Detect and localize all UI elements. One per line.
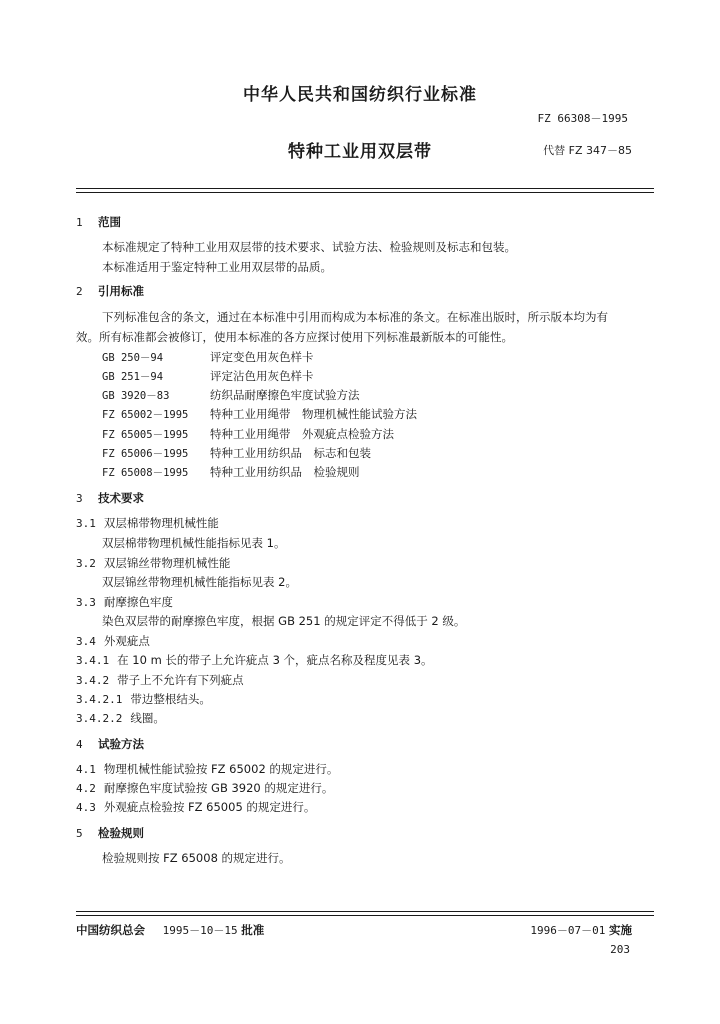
- clause-3-4-1: [76, 653, 433, 668]
- reference-code: FZ 65006－1995: [102, 448, 189, 460]
- section-1-paragraph: 本标准适用于鉴定特种工业用双层带的品质。: [102, 260, 332, 274]
- clause-title: 双层棉带物理机械性能: [103, 516, 219, 530]
- section-5-heading: [76, 826, 144, 841]
- clause-title: 外观疵点: [103, 634, 150, 648]
- clause-4-3: [76, 800, 315, 815]
- reference-code: FZ 65005－1995: [102, 429, 189, 441]
- clause-number: 4.1: [76, 763, 96, 776]
- section-1-heading: [76, 215, 121, 230]
- clause-text: 在 10 m 长的带子上允许疵点 3 个，疵点名称及程度见表 3。: [117, 653, 433, 667]
- clause-number: 3.4.2.1: [76, 693, 123, 706]
- section-3-heading: [76, 491, 144, 506]
- header-rule-thick: [76, 188, 654, 189]
- clause-3-2-heading: [76, 556, 230, 571]
- section-1-paragraph: 本标准规定了特种工业用双层带的技术要求、试验方法、检验规则及标志和包装。: [102, 240, 516, 254]
- clause-3-1-text: 双层棉带物理机械性能指标见表 1。: [102, 536, 286, 550]
- reference-standard-row: [102, 427, 394, 442]
- clause-title: 耐摩擦色牢度: [103, 595, 173, 609]
- clause-number: 4.2: [76, 782, 96, 795]
- reference-title: 特种工业用绳带 外观疵点检验方法: [210, 427, 394, 441]
- clause-4-1: [76, 762, 338, 777]
- reference-code: GB 251－94: [102, 371, 164, 383]
- reference-code: FZ 65002－1995: [102, 409, 189, 421]
- clause-number: 4.3: [76, 801, 96, 814]
- reference-title: 评定沾色用灰色样卡: [210, 369, 314, 383]
- clause-text: 外观疵点检验按 FZ 65005 的规定进行。: [103, 800, 316, 814]
- clause-number: 3.4.1: [76, 654, 110, 667]
- header-rule-thin: [76, 192, 654, 193]
- section-2-paragraph: 效。所有标准都会被修订，使用本标准的各方应探讨使用下列标准最新版本的可能性。: [76, 330, 513, 344]
- section-title: 技术要求: [98, 491, 144, 505]
- clause-text: 带边整根结头。: [130, 692, 211, 706]
- section-number: 4: [76, 738, 83, 751]
- section-number: 3: [76, 492, 83, 505]
- clause-number: 3.4.2: [76, 674, 110, 687]
- section-2-heading: [76, 284, 144, 299]
- section-title: 引用标准: [98, 284, 144, 298]
- effective-label: 实施: [609, 923, 632, 937]
- approval-line: [76, 922, 264, 938]
- clause-3-4-heading: [76, 634, 150, 649]
- replaces-note: 代替 FZ 347－85: [543, 144, 632, 157]
- reference-standard-row: [102, 369, 314, 384]
- clause-3-1-heading: [76, 516, 219, 531]
- clause-text: 线圈。: [130, 711, 165, 725]
- clause-3-3-text: 染色双层带的耐摩擦色牢度，根据 GB 251 的规定评定不得低于 2 级。: [102, 614, 466, 628]
- clause-number: 3.2: [76, 557, 96, 570]
- section-2-paragraph: 下列标准包含的条文，通过在本标准中引用而构成为本标准的条文。在标准出版时，所示版本均为有: [102, 310, 608, 324]
- clause-number: 3.1: [76, 517, 96, 530]
- clause-3-4-2-2: [76, 711, 165, 726]
- section-title: 范围: [98, 215, 121, 229]
- page-number: 203: [610, 943, 630, 956]
- issuer: 中国纺织总会: [76, 923, 145, 937]
- reference-title: 纺织品耐摩擦色牢度试验方法: [210, 388, 360, 402]
- reference-standard-row: [102, 446, 371, 461]
- standard-title: 中华人民共和国纺织行业标准: [243, 85, 477, 105]
- reference-code: FZ 65008－1995: [102, 467, 189, 479]
- reference-title: 特种工业用绳带 物理机械性能试验方法: [210, 407, 417, 421]
- clause-text: 物理机械性能试验按 FZ 65002 的规定进行。: [103, 762, 339, 776]
- clause-4-2: [76, 781, 333, 796]
- approved-label: 批准: [241, 923, 265, 937]
- reference-standard-row: [102, 350, 314, 365]
- reference-standard-row: [102, 407, 417, 422]
- section-title: 检验规则: [98, 826, 144, 840]
- section-number: 5: [76, 827, 83, 840]
- clause-3-2-text: 双层锦丝带物理机械性能指标见表 2。: [102, 575, 297, 589]
- section-number: 2: [76, 285, 83, 298]
- reference-code: GB 250－94: [102, 352, 164, 364]
- clause-number: 3.3: [76, 596, 96, 609]
- section-4-heading: [76, 737, 144, 752]
- effective-line: [530, 922, 632, 938]
- reference-title: 评定变色用灰色样卡: [210, 350, 314, 364]
- section-number: 1: [76, 216, 83, 229]
- clause-number: 3.4.2.2: [76, 712, 123, 725]
- clause-number: 3.4: [76, 635, 96, 648]
- document-title: 特种工业用双层带: [288, 142, 432, 162]
- reference-standard-row: [102, 388, 360, 403]
- reference-code: GB 3920－83: [102, 390, 170, 402]
- clause-text: 带子上不允许有下列疵点: [117, 673, 244, 687]
- footer-rule-thick: [76, 911, 654, 912]
- approved-date: 1995－10－15: [162, 924, 238, 937]
- section-title: 试验方法: [98, 737, 144, 751]
- reference-standard-row: [102, 465, 360, 480]
- clause-3-3-heading: [76, 595, 173, 610]
- section-5-text: 检验规则按 FZ 65008 的规定进行。: [102, 851, 291, 865]
- clause-3-4-2: [76, 673, 244, 688]
- footer-rule-thin: [76, 915, 654, 916]
- clause-3-4-2-1: [76, 692, 211, 707]
- clause-text: 耐摩擦色牢度试验按 GB 3920 的规定进行。: [103, 781, 334, 795]
- standard-code: FZ 66308－1995: [537, 112, 628, 125]
- reference-title: 特种工业用纺织品 检验规则: [210, 465, 360, 479]
- clause-title: 双层锦丝带物理机械性能: [103, 556, 231, 570]
- reference-title: 特种工业用纺织品 标志和包装: [210, 446, 371, 460]
- effective-date: 1996－07－01: [530, 924, 606, 937]
